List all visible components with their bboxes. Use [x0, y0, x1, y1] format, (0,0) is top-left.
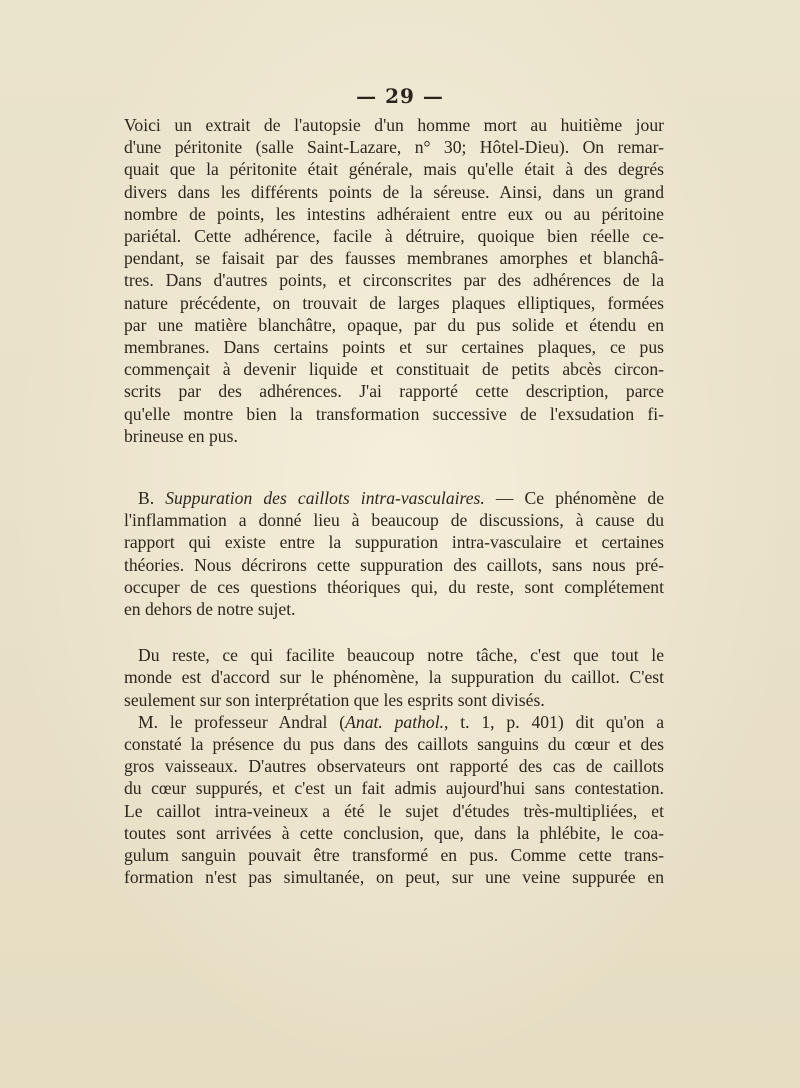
section-heading: Suppuration des caillots intra-vasculaires.: [165, 488, 485, 509]
text-line: théories. Nous décrirons cette suppuration des caillots, sans nous pré-: [124, 554, 664, 575]
text-fragment: , t. 1, p. 401) dit qu'on a: [444, 711, 664, 732]
text-line: tres. Dans d'autres points, et circonscrites par des adhérences de la: [124, 270, 664, 291]
text-line: Du reste, ce qui facilite beaucoup notre tâche, c'est que tout le: [138, 645, 664, 666]
paragraph-gap: [124, 447, 664, 487]
section-label: B.: [138, 488, 155, 509]
text-line: en dehors de notre sujet.: [124, 599, 296, 620]
text-line: nature précédente, on trouvait de larges plaques elliptiques, formées: [124, 292, 664, 313]
text-line: pariétal. Cette adhérence, facile à détruire, quoique bien réelle ce-: [124, 226, 664, 247]
text-fragment: M. le professeur Andral (: [138, 711, 346, 732]
text-line: qu'elle montre bien la transformation successive de l'exsudation fi-: [124, 403, 664, 424]
text-line: l'inflammation a donné lieu à beaucoup de discussions, à cause du: [124, 510, 664, 531]
text-line: gros vaisseaux. D'autres observateurs ont rapporté des cas de caillots: [124, 756, 664, 777]
text-fragment: — Ce phénomène de: [484, 488, 664, 509]
paragraph-suppuration-caillots: [124, 487, 664, 620]
text-line: gulum sanguin pouvait être transformé en pus. Comme cette trans-: [124, 845, 664, 866]
text-line: Voici un extrait de l'autopsie d'un homme mort au huitième jour: [124, 115, 664, 135]
section-heading-line: [124, 487, 664, 509]
text-line: commençait à devenir liquide et constituait de petits abcès circon-: [124, 359, 664, 380]
text-line: toutes sont arrivées à cette conclusion, que, dans la phlébite, le coa-: [124, 822, 664, 843]
text-line-with-citation: [124, 711, 664, 733]
text-line: constaté la présence du pus dans des caillots sanguins du cœur et des: [124, 734, 664, 755]
page-number: — 29 —: [356, 84, 444, 108]
citation-title: Anat. pathol.: [345, 711, 444, 732]
text-line: d'une péritonite (salle Saint-Lazare, n° 30; Hôtel-Dieu). On remar-: [124, 137, 664, 158]
text-line: brineuse en pus.: [124, 425, 238, 446]
text-line: pendant, se faisait par des fausses membranes amorphes et blanchâ-: [124, 248, 664, 269]
text-line: membranes. Dans certains points et sur certaines plaques, ce pus: [124, 337, 664, 358]
paragraph-andral: [124, 711, 664, 889]
text-line: divers dans les différents points de la séreuse. Ainsi, dans un grand: [124, 181, 664, 202]
text-line: monde est d'accord sur le phénomène, la suppuration du caillot. C'est: [124, 667, 664, 688]
text-line: quait que la péritonite était générale, mais qu'elle était à des degrés: [124, 159, 664, 180]
paragraph-gap: [124, 620, 664, 644]
text-line: par une matière blanchâtre, opaque, par du pus solide et étendu en: [124, 314, 664, 335]
text-line: nombre de points, les intestins adhéraient entre eux ou au péritoine: [124, 203, 664, 224]
text-line: seulement sur son interprétation que les esprits sont divisés.: [124, 689, 545, 710]
text-line: formation n'est pas simultanée, on peut, sur une veine suppurée en: [124, 867, 664, 888]
text-line: rapport qui existe entre la suppuration intra-vasculaire et certaines: [124, 532, 664, 553]
paragraph-du-reste: [124, 644, 664, 711]
text-line: occuper de ces questions théoriques qui, du reste, sont complétement: [124, 576, 664, 597]
paragraph-autopsy-extract: [124, 114, 664, 447]
text-line: Le caillot intra-veineux a été le sujet d'études très-multipliées, et: [124, 800, 664, 821]
text-line: du cœur suppurés, et c'est un fait admis aujourd'hui sans contestation.: [124, 778, 664, 799]
text-line: scrits par des adhérences. J'ai rapporté cette description, parce: [124, 381, 664, 402]
body-text: [124, 114, 664, 889]
